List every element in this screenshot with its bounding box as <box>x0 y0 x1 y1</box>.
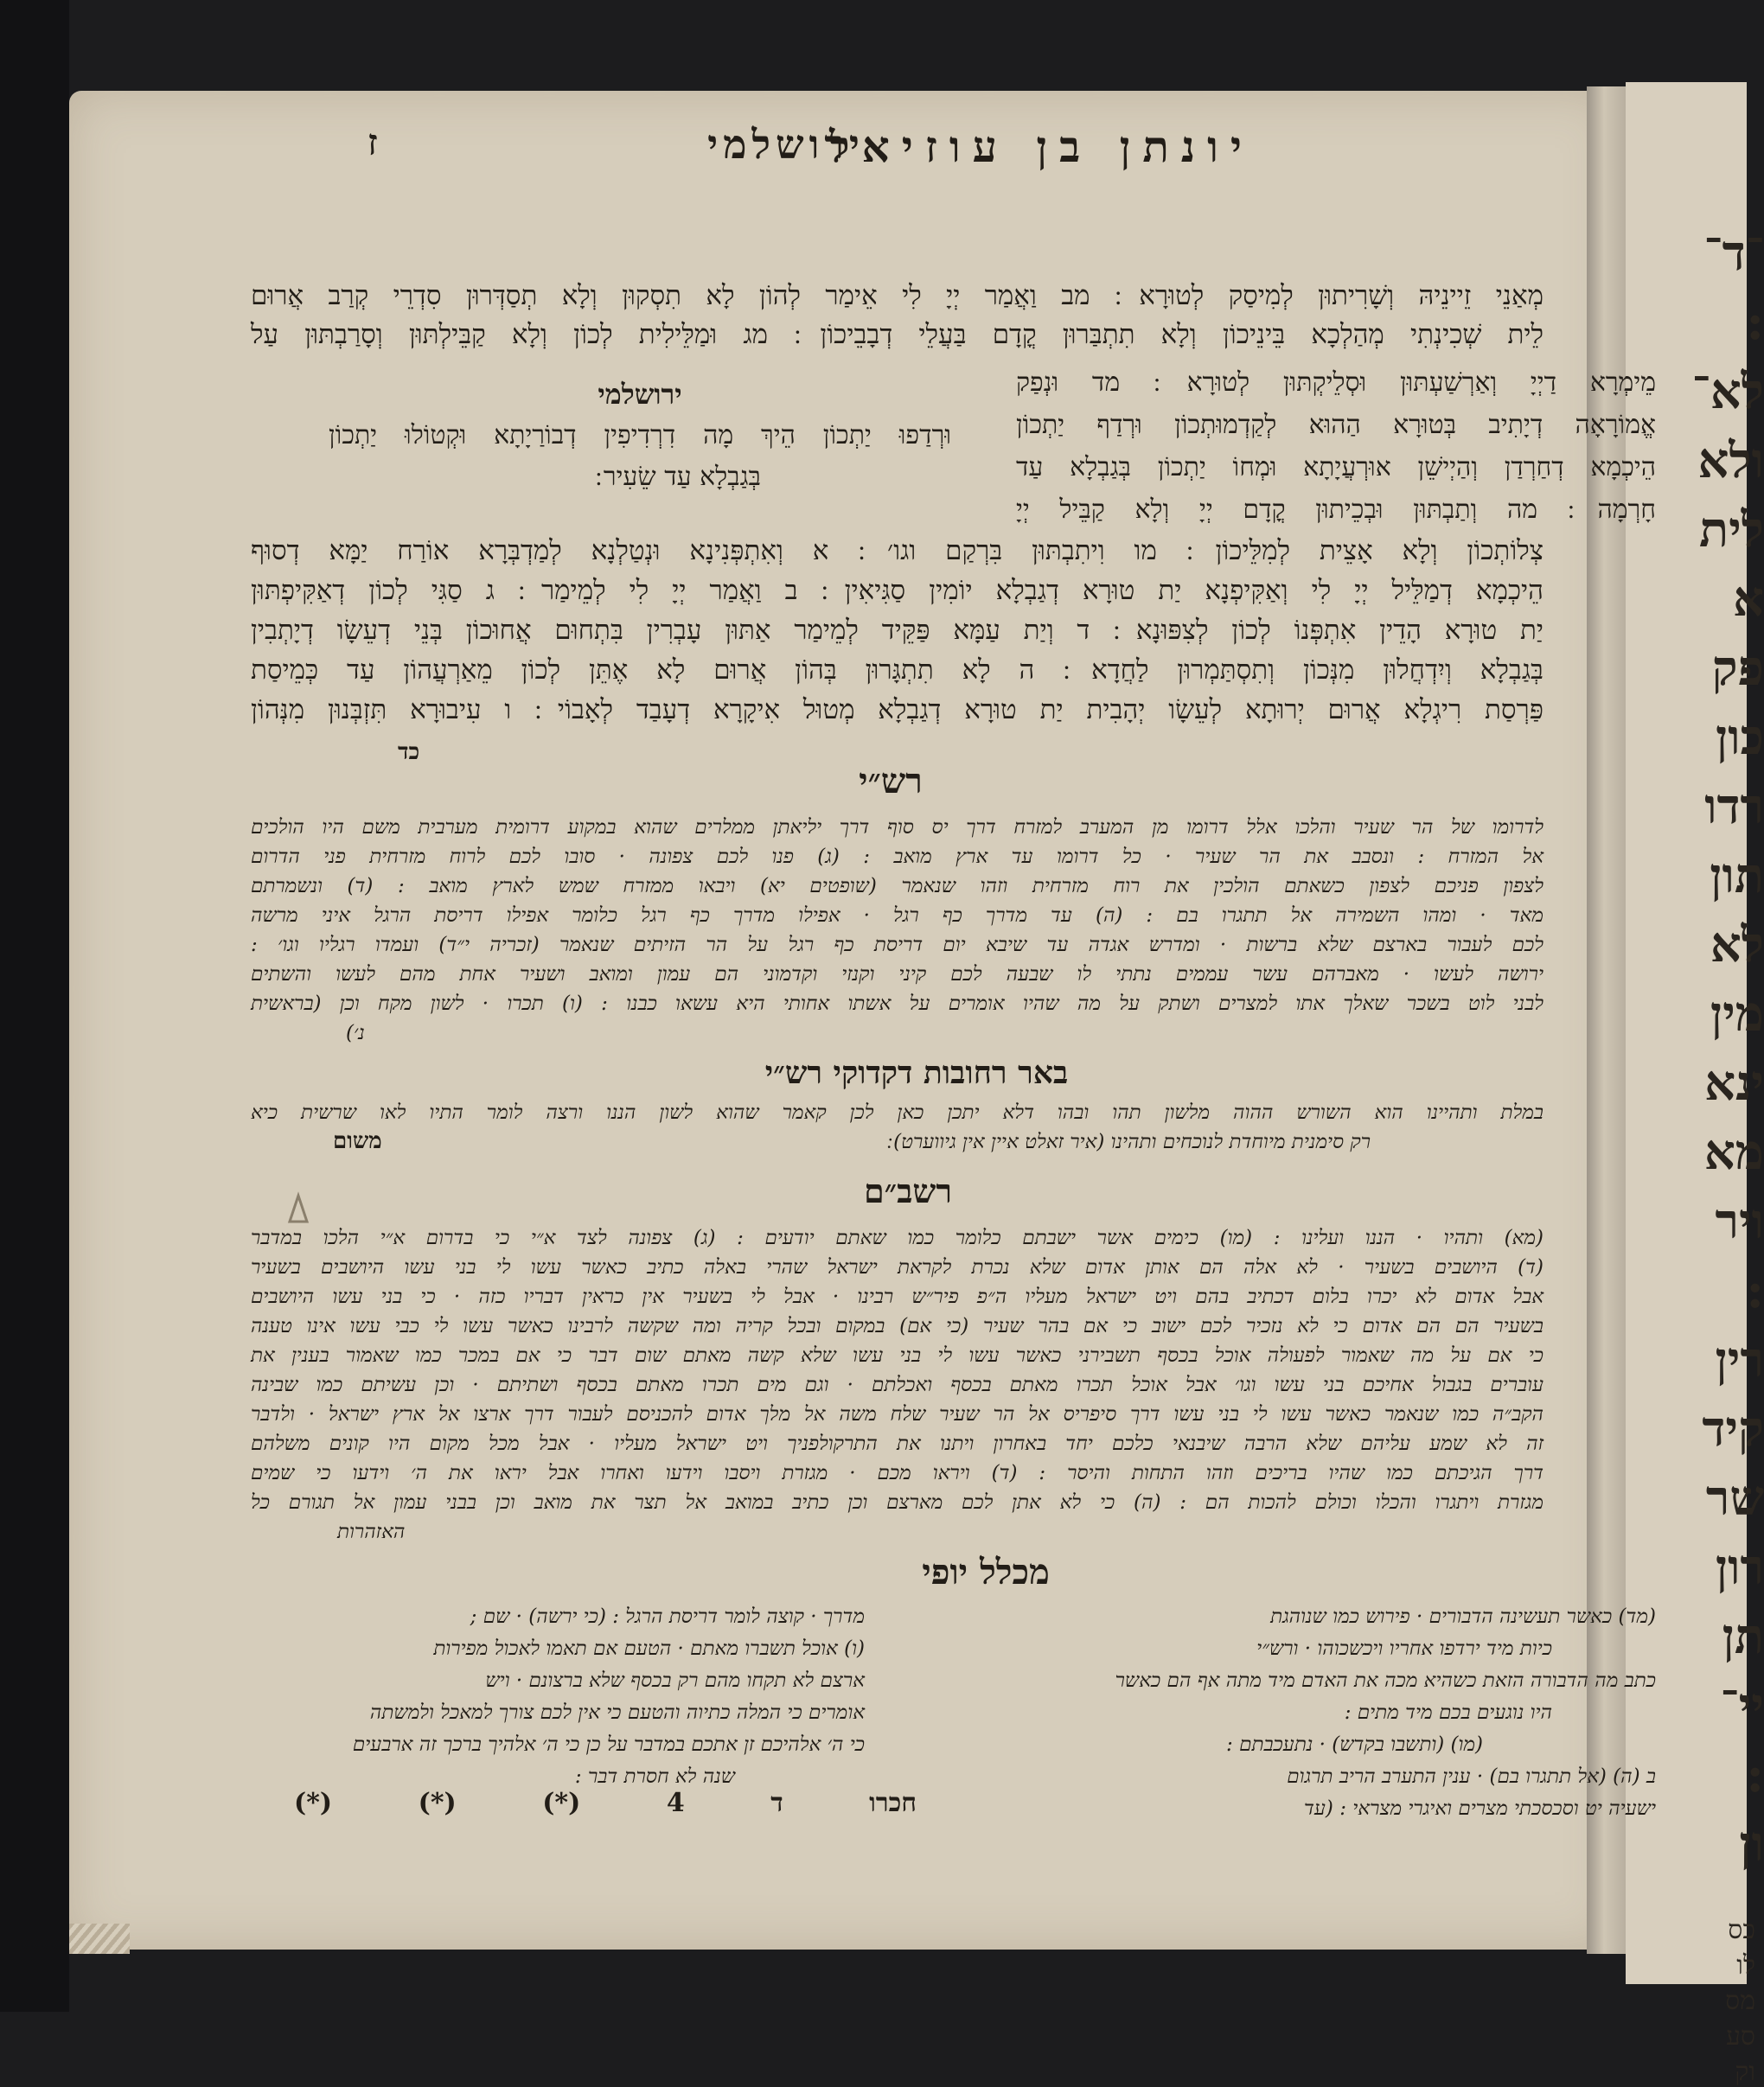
facing-page-fragment: מא <box>1703 1124 1764 1181</box>
rashi-line: מאד · ומהו השמירה אל תתגרו בם : (ה) עד מדרך כף רגל · אפילו מדרך כף רגל כלומר אפילו דריסת הרגל איני מרשה <box>251 904 1544 927</box>
yerushalmi-line: בְּגַבְלָא עַד שֵׂעִיר ׃ <box>595 462 761 492</box>
running-header <box>121 121 1539 190</box>
targum-bottom-block <box>251 531 1544 730</box>
facing-page-fragment: לית <box>1698 501 1764 558</box>
signature-mark: (*) <box>418 1788 457 1818</box>
targum-line: מֵימְרָא דַיְיָ וְאַרְשַׁעְתּוּן וּסְלֵיקְתּוּן לְטוּרָא ׃ מד וּנְפַק <box>1016 367 1656 398</box>
facing-page-fragment: יי־ <box>1720 1677 1764 1734</box>
facing-page-fragment: : <box>1746 294 1764 351</box>
targum-line: בְּגַבְלָא וְיִדְחֲלוּן מִנְּכוֹן וְתִסְתַּמְרוּן לַחֲדָא ׃ ה לָא תִתְגָּרוּן בְּהוֹן אֲרוּם לָא אֶתֵּן לְכוֹן מֵאַרְעֲהוֹן עַד כְּמֵיסַת <box>251 654 1544 686</box>
beer-line: במלת ותהיינו הוא השורש ההוה מלשון תהו ובהו דלא יתכן כאן לכן קאמר שהוא לשון הננו ורצה לומר התיו לאו שרשית כיא <box>251 1101 1544 1124</box>
catchword: כד <box>398 739 420 765</box>
book-binding-shadow <box>0 0 69 2012</box>
beer-line: רק סימנית מיוחדת לנוכחים ותהינו (איר זאלט איין אין גיווערט) ׃ <box>886 1131 1371 1153</box>
facing-page-fragment: קיד <box>1702 1401 1764 1458</box>
facing-page-fragment: א <box>1733 571 1764 628</box>
mikhlal-line: אומרים כי המלה כתיוה והטעם כי אין לכם צורך למאכל ולמשתה <box>369 1701 865 1724</box>
facing-page-fragment: שר <box>1705 1470 1764 1527</box>
mikhlal-line: היו נוגעים בכם מיד מתים : <box>1344 1701 1552 1724</box>
mikhlal-yofi-title: מכלל יופי <box>922 1552 1050 1592</box>
rashbam-line: בשעיר הם הם אדום כי לא נזכיר לכם ישוב כי אם בהר שעיר (כי אם) במקום ובכל קריה ומה שקשה לרבינו כאשר עשו לי כבי עשו אינו טענה <box>251 1315 1544 1337</box>
targum-line: מְאַנֵי זֵיינֵיהּ וְשָׁרִיתוּן לְמִיסַק לְטוּרָא ׃ מב וַאֲמַר יְיָ לִי אֵימַר לְהוֹן לָא תִסְקוּן וְלָא תְסַדְּרוּן סִדְרֵי קְרַב אֲרוּם <box>251 280 1544 311</box>
facing-page-fragment-small: לו <box>1736 1950 1755 1981</box>
facing-page-fragment: ־ד־ <box>1703 225 1764 282</box>
rashbam-line: (מא) ותהיו · הננו ועלינו : (מו) כימים אשר ישבתם כלומר כמו שאתם יודעים : (ג) צפונה לצד א״י כי בדרום א״י הלכו במדבר <box>251 1227 1544 1249</box>
beer-rechovot-commentary <box>251 1098 1544 1157</box>
facing-page-fragment: כון <box>1716 709 1764 766</box>
targum-right-column <box>1016 361 1656 531</box>
mikhlal-yofi-left-column <box>251 1601 865 1793</box>
targum-line: פַּרְסַת רִיגְלָא אֲרוּם יְרוּתָא לְעֵשָׂו יְהָבִית יַת טוּרָא דְגַבְלָא מְטוּל אִיקָרָא דְעָבַד לְאָבוֹי ׃ ו עִיבוּרָא תִּזְבְּנוּן מִנְּהוֹן <box>251 694 1544 725</box>
mikhlal-line: כיות מיד ירדפו אחריו ויכשכוהו · ורש״י <box>1256 1637 1552 1660</box>
yerushalmi-box <box>329 373 951 498</box>
facing-page-fragment: מין <box>1710 986 1764 1043</box>
rashi-line: אל המזרח : ונסבב את הר שעיר · כל דרומו עד ארץ מואב : (ג) פנו לכם צפונה · סובו לכם לרוח מזרחית פני הדרום <box>251 846 1544 868</box>
facing-page-fragment: תון <box>1710 847 1764 904</box>
worn-corner <box>69 1924 130 1954</box>
rashbam-line: הקב״ה כמו שנאמר כאשר עשו לי בני עשו דרך סיפריס אל הר שעיר שלח משה אל מלך אדום להכניסם לעבור דרך ארצו אל ארץ ישראל · ולדבר <box>251 1403 1544 1426</box>
mikhlal-line: כתב מה הדבורה הזאת כשהיא מכה את האדם מיד מתה אף הם כאשר <box>1115 1669 1656 1692</box>
mikhlal-line: כי ה׳ אלהיכם זן אתכם במדבר על כן כי ה׳ אלהיך ברכך זה ארבעים <box>352 1733 865 1756</box>
signature-mark: ד <box>770 1788 783 1818</box>
rashbam-line: עוברים בגבול אחיכם בני עשו וגו׳ אבל אוכל תכרו מאתם בכסף ואכלתם · וגם מים תכרו מאתם בכסף ושתיתם · וכן עשיתם כמו שבינה <box>251 1374 1544 1396</box>
rashi-line: לכם לעבור בארצם שלא ברשות · ומדרש אגדה עד שיבא יום דריסת כף רגל על הר הזיתים שנאמר (זכריה י״ד) ועמדו רגליו וגו׳ : <box>251 934 1544 956</box>
targum-top-block <box>251 277 1544 354</box>
mikhlal-line: שנה לא חסרת דבר : <box>574 1765 735 1788</box>
rashbam-line: כי אם על מה שאמור לפעולה אוכל בכסף תשבירני כאשר עשו לי בני עשו שלא קשה מאתם שום דבר כי אם במכר כמו שאמור בענין את <box>251 1344 1544 1367</box>
rashi-commentary <box>251 813 1544 1048</box>
signature-mark: (*) <box>542 1788 581 1818</box>
ornament-icon <box>285 1191 311 1226</box>
rashbam-commentary <box>251 1223 1544 1547</box>
printer-signatures <box>294 1788 917 1818</box>
beer-rechovot-title: באר רחובות דקדוקי רש״י <box>764 1055 1069 1091</box>
rashi-line: לדרומו של הר שעיר והלכו אלל דרומו מן המערב למזרח דרך יס סוף דרך יליאתן ממלרים שהוא במקוע דרומית מערבית משם היו הולכים <box>251 816 1544 839</box>
mikhlal-line: ארצם לא תקחו מהם רק בכסף שלא ברצונם · ויש <box>485 1669 865 1692</box>
facing-page-fragment: ולא <box>1697 432 1764 489</box>
mikhlal-line: ב (ה) (אל תתגרו בם) · ענין התערב הריב תרגום <box>1287 1765 1656 1788</box>
rashbam-line: (ד) היושבים בשעיר · לא אלה הם אותן אדום שלא נכרת לקראת ישראל שהרי באלה כתיב כאשר עשו לי בני עשו היושבים בשעיר <box>251 1256 1544 1279</box>
facing-page-fragment: פק <box>1711 640 1764 697</box>
targum-line: חָרְמָה ׃ מה וְתַבְתּוּן וּבְכֵיתוּן קֳדָם יְיָ וְלָא קַבֵּיל יְיָ <box>1016 495 1656 525</box>
page-number: ז <box>368 121 378 163</box>
facing-page-fragment-small: סע <box>1725 2021 1755 2052</box>
targum-line: יַת טוּרָא הָדֵין אִתְפְּנוֹ לְכוֹן לְצִפּוּנָא ׃ ד וְיַת עַמָּא פַּקֵּיד לְמֵימַר אַתּוּן עָבְרִין בִּתְחוּם אֲחוּכוֹן בְּנֵי דְעֵשָׂו דְיָתְבִין <box>251 615 1544 646</box>
running-title: יונתן בן עוזיאל <box>829 121 1254 172</box>
facing-page-fragment: ויר <box>1715 1193 1764 1250</box>
facing-page-fragment-small: מס <box>1725 1986 1755 2016</box>
yerushalmi-label: ירושלמי <box>598 378 682 411</box>
mikhlal-line: (ו) אוכל תשברו מאתם · הטעם אם תאמו לאכול מפירות <box>433 1637 865 1660</box>
facing-page-fragment: : <box>1746 1262 1764 1319</box>
rashbam-line: מגזרת ויתגרו והכלו וכולם להכות הם : (ה) כי לא אתן לכם מארצם וכן כתיב במואב אל תצר את מואב וכן בבני עמון אל תגורם כל <box>251 1491 1544 1514</box>
rashbam-line: האזהרות <box>337 1521 406 1543</box>
mikhlal-yofi-right-column <box>1012 1601 1656 1825</box>
running-title-yerushalmi: ירושלמי <box>707 121 865 168</box>
rashbam-title: רשב״ם <box>863 1171 953 1210</box>
targum-line: לֵית שְׁכִינְתִי מְהַלְכָא בֵּינֵיכוֹן וְלָא תִתְבַּרוּן קֳדָם בַּעֲלֵי דְבָבֵיכוֹן ׃ מג וּמַלֵּילִית לְכוֹן וְלָא קַבֵּילְתּוּן וְסָרַבְתּוּן עַל <box>251 319 1544 350</box>
facing-page-fragment: רדו <box>1704 778 1764 835</box>
facing-page-fragment: : <box>1746 1746 1764 1803</box>
facing-page-fragment: רון <box>1715 1539 1764 1596</box>
rashi-line: לצפון פניכם לצפון כשאתם הולכין את רוח מזרחית וזהו שנאמר (שופטים יא) ויבאו ממזרח שמש לארץ מואב : (ד) ונשמרתם <box>251 875 1544 897</box>
targum-line: הֵיכְמָא דְחַרְדַן וְהַיְישֵׁן אוּרְעֲיָתָא וּמְחוֹ יַתְכוֹן בְּגַבְלָא עַד <box>1016 452 1656 482</box>
targum-line: צְלוֹתְכוֹן וְלָא אָצֵית לְמִלֵּיכוֹן ׃ מו וִיתִבְתּוּן בִּרְקַם וגו׳ ׃ א וְאִתְפְּנִינָא וּנְטַלְנָא לְמַדְבְּרָא אוֹרַח יַמָּא דְסוּף <box>251 535 1544 566</box>
targum-line: הֵיכְמָא דְמַלֵּיל יְיָ לִי וְאַקִּיפְנָא יַת טוּרָא דְגַבְלָא יוֹמִין סַגִּיאִין ׃ ב וַאֲמַר יְיָ לִי לְמֵימַר ׃ ג סַגִּי לְכוֹן דְאַקִּיפְתּוּן <box>251 575 1544 606</box>
facing-page-fragment-small: כס <box>1728 1915 1755 1945</box>
facing-page-fragment: לא־ <box>1691 363 1764 420</box>
facing-page-fragment: לא <box>1710 916 1764 973</box>
rashbam-line: דרך הגיכתם כמו שהיו בריכים וזהו התחות והיסר : (ד) ויראו מכם · מגזרת ויסבו וידעו ואחרו אבל יראו את ה׳ וידעו כי שמים <box>251 1462 1544 1484</box>
mikhlal-line: ישעיה יט וסכסכתי מצרים ואיגרי מצראי : (עד <box>1304 1797 1656 1820</box>
mikhlal-line: (מד) כאשר תעשינה הדבורים · פירוש כמו שנוהגת <box>1270 1605 1656 1628</box>
facing-page-fragment: ינא <box>1704 1055 1764 1112</box>
rashi-line: לבני לוט בשכר שאלך אתו למצרים ושתק על מה שהיו אומרים על אשתו אחותי היא עשאו כבנו : (ו) תכרו · לשון מקח וכן (בראשית <box>251 992 1544 1015</box>
rashbam-line: זה לא שמע עליהם שלא הרבה שיבנאי כלכם יחד באחרון ויתנו את התרקולפניך ויט ישראל מעליו · אבל מכל מקום היו קונים משלהם <box>251 1433 1544 1455</box>
facing-page-fragment: ון <box>1739 1816 1764 1873</box>
rashi-line: ירושה לעשו · מאברהם עשר עממים נתתי לו שבעה לכם קיני וקנזי וקדמוני הם עמון ומואב ושעיר אחת מהם לעשו והשתים <box>251 963 1544 986</box>
signature-mark: 4 <box>666 1788 685 1818</box>
yerushalmi-line: וּרְדַפוּ יַתְכוֹן הֵיךְ מָה דִרְדִיפִין דְבוֹרַיָתָא וּקְטוֹלוּ יַתְכוֹן <box>329 420 951 450</box>
mikhlal-line: (מו) (ותשבו בקדש) · נתעכבתם : <box>1226 1733 1483 1756</box>
rashi-title: רש״י <box>859 761 923 801</box>
facing-page-fragment: תן <box>1722 1608 1764 1665</box>
rashbam-line: אבל אדום לא יכרו בלום דכתיב בהם ויט ישראל מעליו ה״פ פיר״ש רבינו · אבל לי בשעיר אין כראין דבריו כזה · כי בני עשו היושבים <box>251 1286 1544 1308</box>
targum-line: אֱמוֹרָאָה דְיָתִיב בְּטוּרָא הַהוּא לְקַדְמוּתְכוֹן וּרְדַף יַתְכוֹן <box>1016 410 1656 440</box>
mikhlal-line: מדרך · קוצה לומר דריסת הרגל : (כי ירשה) · שם ; <box>470 1605 865 1628</box>
rashi-line: נ׳) <box>346 1022 365 1044</box>
signature-mark: חכרו <box>869 1788 917 1818</box>
beer-side-label: משום <box>333 1128 382 1154</box>
signature-mark: (*) <box>294 1788 333 1818</box>
facing-page-fragment: רין <box>1715 1331 1764 1388</box>
facing-page-fragment-small: וק <box>1735 2057 1755 2087</box>
